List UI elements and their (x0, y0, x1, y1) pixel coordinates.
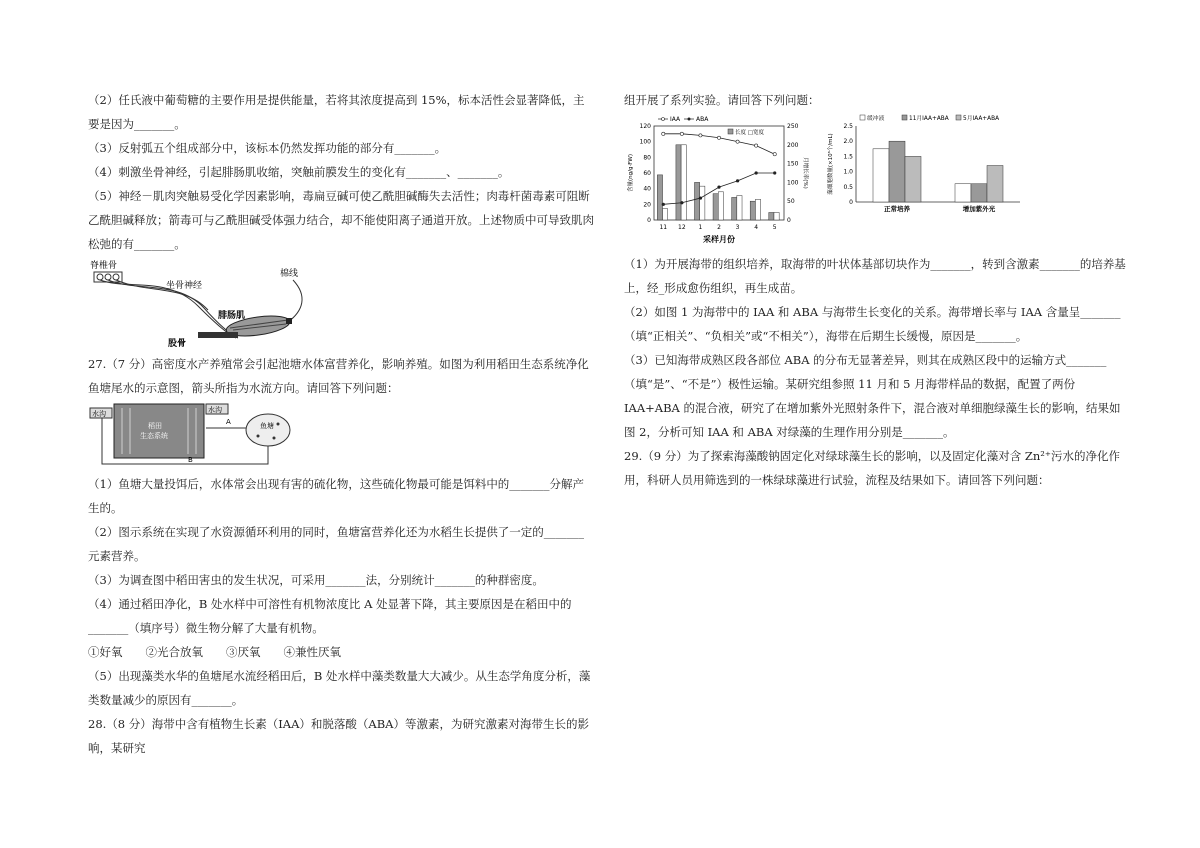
legend-aba-label: ABA (696, 116, 709, 123)
chart-2 (824, 112, 1024, 232)
y-tick-left: 40 (643, 185, 651, 193)
y-tick-right: 150 (787, 160, 799, 168)
y-tick-left: 120 (639, 123, 651, 130)
point-iaa (773, 153, 776, 156)
point-aba (699, 196, 702, 199)
label-pond: 鱼塘 (260, 422, 274, 430)
bar-series-1 (873, 149, 889, 202)
legend-swatch-1 (860, 115, 865, 120)
label-b: B (188, 456, 193, 464)
category-label: 正常培养 (884, 205, 910, 213)
y-tick-left: 0 (647, 217, 651, 224)
question-29: 29.（9 分）为了探索海藻酸钠固定化对绿球藻生长的影响，以及固定化藻对含 Zn²⁺污水的净化作用，科研人员用筛选到的一株绿球藻进行试验，流程及结果如下。请回答下列问题： (624, 449, 1120, 487)
x-tick: 1 (698, 224, 703, 231)
y-tick-left: 80 (643, 154, 651, 162)
label-ditch-left: 水沟 (92, 410, 106, 418)
question-28-continued: 组开展了系列实验。请回答下列问题： (624, 93, 820, 107)
label-ditch-right: 水沟 (208, 406, 222, 414)
question-27-2: （2）图示系统在实现了水资源循环利用的同时，鱼塘富营养化还为水稻生长提供了一定的_______元素营养。 (88, 525, 585, 563)
legend-swatch-2 (902, 115, 907, 120)
label-spine: 脊椎骨 (90, 261, 118, 271)
x-tick: 11 (659, 224, 668, 231)
left-column (88, 88, 594, 760)
y-axis-label-left: 含量(ng/g·FW) (628, 154, 634, 192)
question-28-1: （1）为开展海带的组织培养，取海带的叶状体基部切块作为_______，转到含激素_______的培养基上，经_形成愈伤组织，再生成苗。 (624, 257, 1126, 295)
y-tick: 2.5 (843, 123, 853, 130)
question-26-4: （4）刺激坐骨神经，引起腓肠肌收缩，突触前膜发生的变化有_______、_______。 (88, 165, 510, 179)
bar-length (732, 197, 737, 220)
point-aba (717, 186, 720, 189)
legend-iaa-label: IAA (670, 116, 681, 123)
bar-width (774, 212, 779, 220)
bar-series-1 (955, 184, 971, 202)
bar-width (718, 192, 723, 220)
y-tick-left: 60 (643, 170, 651, 177)
legend-swatch-3 (956, 115, 961, 120)
y-axis-label: 藻细胞数量(×10⁶个/mL) (828, 133, 834, 195)
legend-label-3: 5月IAA+ABA (963, 116, 1000, 122)
y-tick-right: 200 (787, 141, 799, 149)
question-28-2: （2）如图 1 为海带中的 IAA 和 ABA 与海带生长变化的关系。海带增长率与 IAA 含量呈_______（填“正相关”、“负相关”或“不相关”），海带在后期生长缓慢，原因是_______。 (624, 305, 1121, 343)
legend-bars-label: 长度 □宽度 (735, 130, 764, 136)
bar-series-3 (987, 166, 1003, 202)
legend-label-2: 11月IAA+ABA (909, 116, 949, 122)
point-aba (680, 201, 683, 204)
bar-length (676, 145, 681, 220)
question-27-4: （4）通过稻田净化，B 处水样中可溶性有机物浓度比 A 处显著下降，其主要原因是在稻田中的_______（填序号）微生物分解了大量有机物。 (88, 597, 572, 635)
label-field-1: 稻田 (148, 422, 162, 430)
legend-length-swatch (728, 129, 733, 134)
question-27-3: （3）为调查图中稻田害虫的发生状况，可采用_______法，分别统计_______的种群密度。 (88, 573, 544, 587)
y-tick: 0.5 (843, 183, 853, 191)
y-tick-right: 100 (787, 179, 799, 187)
x-tick: 3 (735, 224, 740, 231)
bar-width (700, 186, 705, 220)
x-tick: 12 (678, 224, 686, 231)
y-tick-left: 100 (639, 138, 651, 146)
bar-series-2 (889, 141, 905, 202)
y-tick-right: 0 (787, 217, 791, 224)
point-iaa (717, 136, 720, 139)
question-26-3: （3）反射弧五个组成部分中，该标本仍然发挥功能的部分有_______。 (88, 141, 447, 155)
bar-series-3 (905, 156, 921, 202)
y-tick-right: 50 (787, 198, 795, 206)
point-iaa (680, 132, 683, 135)
legend-iaa-marker (662, 118, 665, 121)
y-tick-right: 250 (787, 123, 799, 130)
bar-length (769, 212, 774, 220)
point-iaa (755, 144, 758, 147)
question-28-3: （3）已知海带成熟区段各部位 ABA 的分布无显著差异，则其在成熟区段中的运输方式_______（填“是”、“不是”）极性运输。某研究组参照 11 月和 5 月海带样品的数据，配置了两份 IAA+ABA 的混合液，研究了在增加紫外光照射条件下，混合液对单细胞绿藻生长的影响，结果如图 2，分析可知 IAA 和 ABA 对绿藻的生理作用分别是_______。 (624, 353, 1121, 439)
x-tick: 5 (772, 224, 777, 231)
bar-series-2 (971, 184, 987, 202)
label-muscle: 腓肠肌 (218, 311, 246, 321)
legend-label-1: 缓冲液 (867, 116, 885, 122)
point-iaa (736, 140, 739, 143)
bar-width (681, 145, 686, 220)
point-aba (736, 179, 739, 182)
label-nerve: 坐骨神经 (166, 281, 203, 291)
bar-width (737, 196, 742, 220)
point-aba (773, 171, 776, 174)
y-tick: 2.0 (843, 138, 853, 146)
bar-length (713, 194, 718, 220)
bar-length (657, 175, 662, 220)
chart-1 (624, 112, 809, 250)
nerve-muscle-figure (88, 256, 594, 352)
x-tick: 2 (717, 224, 721, 231)
label-thread: 棉线 (280, 269, 299, 279)
question-28: 28.（8 分）海带中含有植物生长素（IAA）和脱落酸（ABA）等激素，为研究激素对海带生长的影响，某研究 (88, 717, 589, 755)
paddy-system-figure (88, 400, 594, 472)
point-iaa (699, 134, 702, 137)
question-27-5: （5）出现藻类水华的鱼塘尾水流经稻田后，B 处水样中藻类数量大大减少。从生态学角度分析，藻类数量减少的原因有_______。 (88, 669, 591, 707)
question-27-4-options: ①好氧 ②光合放氧 ③厌氧 ④兼性厌氧 (88, 645, 341, 659)
figures-row (624, 112, 1130, 252)
category-label: 增加紫外光 (962, 205, 996, 213)
label-field-2: 生态系统 (140, 432, 168, 440)
legend-aba-marker (688, 118, 691, 121)
x-tick: 4 (754, 224, 759, 231)
y-tick: 1.0 (843, 168, 853, 176)
point-iaa (662, 132, 665, 135)
question-26-2: （2）任氏液中葡萄糖的主要作用是提供能量，若将其浓度提高到 15%，标本活性会显著降低，主要是因为_______。 (88, 93, 585, 131)
y-tick-left: 20 (643, 201, 651, 209)
point-aba (755, 171, 758, 174)
question-27: 27.（7 分）高密度水产养殖常会引起池塘水体富营养化，影响养殖。如图为利用稻田生态系统净化鱼塘尾水的示意图，箭头所指为水流方向。请回答下列问题： (88, 357, 589, 395)
label-a: A (226, 418, 231, 426)
label-bone: 股骨 (168, 339, 187, 349)
right-column (624, 88, 1130, 492)
question-27-1: （1）鱼塘大量投饵后，水体常会出现有害的硫化物，这些硫化物最可能是饵料中的_______分解产生的。 (88, 477, 585, 515)
bar-width (663, 209, 668, 220)
bar-length (750, 201, 755, 220)
bar-width (755, 199, 760, 220)
y-tick: 1.5 (843, 153, 853, 161)
y-axis-label-right: 月增长率(%) (802, 157, 808, 189)
question-26-5: （5）神经－肌肉突触易受化学因素影响，毒扁豆碱可使乙酰胆碱酶失去活性；肉毒杆菌毒素可阻断乙酰胆碱释放；箭毒可与乙酰胆碱受体强力结合，却不能使阳离子通道开放。上述物质中可导致肌肉松弛的有_______。 (88, 189, 594, 251)
point-aba (662, 203, 665, 206)
bar-length (694, 182, 699, 220)
x-axis-label: 采样月份 (703, 235, 735, 244)
y-tick: 0 (849, 199, 853, 206)
